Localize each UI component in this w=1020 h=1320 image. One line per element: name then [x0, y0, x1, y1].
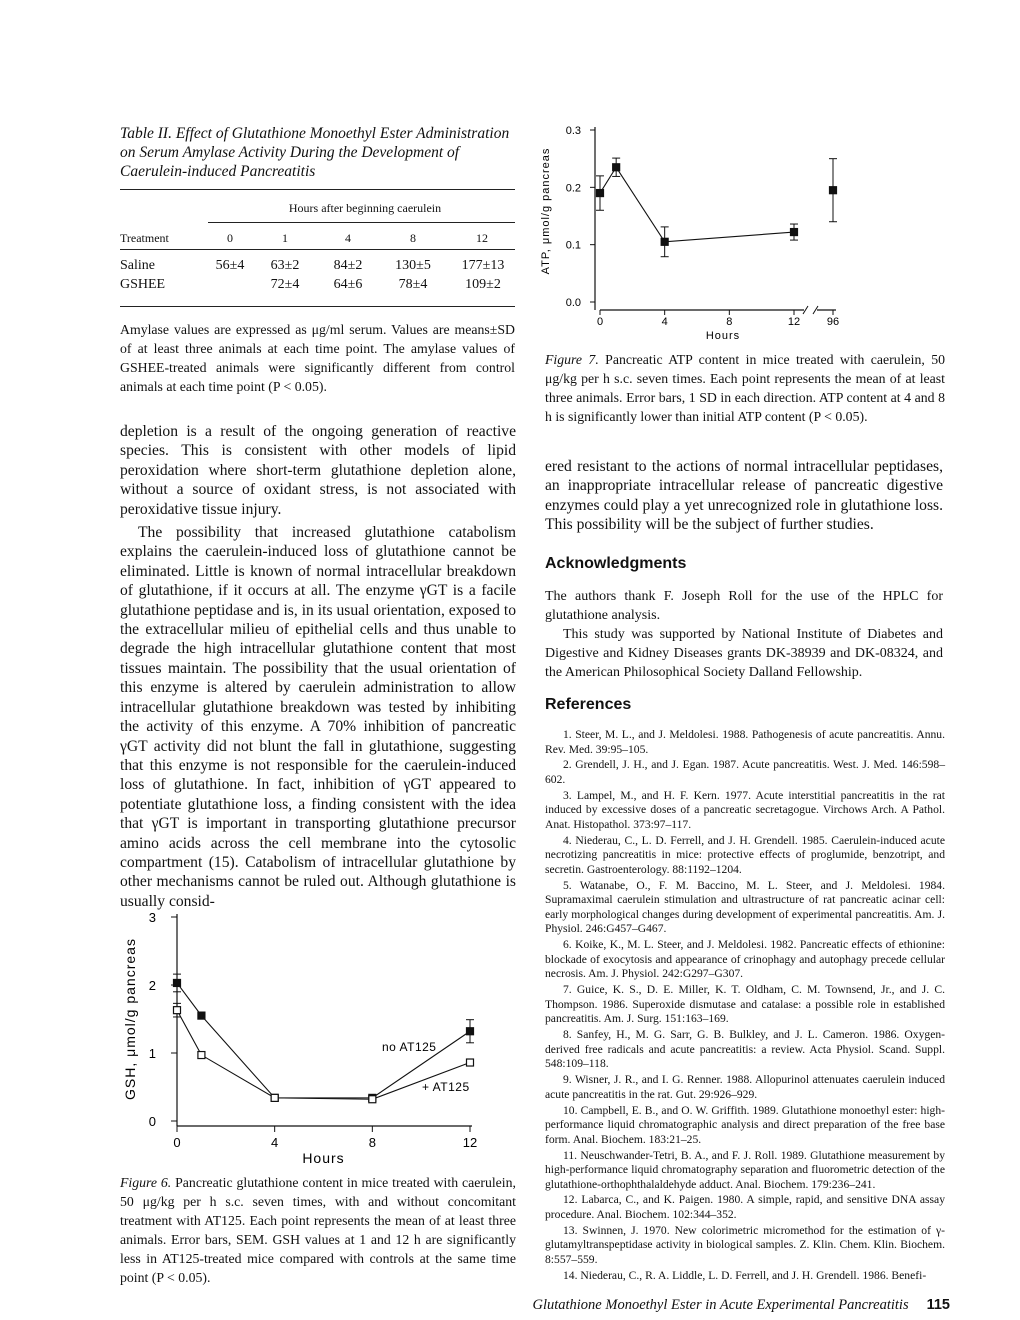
x-tick-label: 4 — [271, 1135, 279, 1150]
reference-item: 6. Koike, K., M. L. Steer, and J. Meldolesi. 1982. Pancreatic effects of ethionine: blockade of exocytosis and appearance of crinophagy and autophagy precede cellular necrosis. Am. J. Physiol. 242:G297–G307. — [545, 938, 945, 981]
table-hour: 1 — [282, 231, 288, 245]
table-cell: 130±5 — [395, 258, 431, 273]
table-cell: 78±4 — [398, 277, 428, 292]
acknowledgments-text — [545, 587, 943, 682]
reference-item: 4. Niederau, C., L. D. Ferrell, and J. H. Grendell. 1985. Caerulein-induced acute necrotizing pancreatitis in mice: protective effects of proglumide, benzotript, and secretin. Gastroenterology. 88:1192–1204. — [545, 833, 945, 876]
table-col-header: Treatment — [120, 231, 169, 245]
table-ii — [120, 124, 515, 396]
caption-text: Pancreatic ATP content in mice treated with caerulein, 50 μg/kg per h s.c. seven times. Each point represents the mean of at least three animals. Error bars, 1 SD in each direction. ATP content at 4 and 8 h is significantly lower than initial ATP content (P < 0.05). — [545, 352, 945, 424]
axis-break — [803, 306, 818, 314]
data-point — [597, 190, 604, 197]
table-cell: 84±2 — [333, 258, 363, 273]
table-row-label: Saline — [120, 258, 155, 273]
series-label-no-at125: no AT125 — [382, 1040, 437, 1054]
table-hour: 12 — [476, 231, 488, 245]
table-footnote: Amylase values are expressed as μg/ml serum. Values are means±SD of at least three animals at each time point. The amylase values of GSHEE-treated animals were significantly different from control animals at each time point (P < 0.05). — [120, 322, 515, 394]
table-row-label: GSHEE — [120, 277, 166, 292]
y-tick-label: 1 — [148, 1046, 156, 1061]
data-point — [198, 1052, 205, 1059]
reference-item: 10. Campbell, E. B., and O. W. Griffith. 1989. Glutathione monoethyl ester: high-performance liquid chromatographic analysis and direct preparation of the free base form. Anal. Biochem. 183:21–25. — [545, 1103, 945, 1146]
data-point — [467, 1028, 474, 1035]
y-tick-label: 0.2 — [565, 182, 581, 195]
data-point — [467, 1059, 474, 1066]
data-point — [198, 1012, 205, 1019]
table-cell: 56±4 — [215, 258, 245, 273]
data-point — [791, 229, 798, 236]
caption-text: Pancreatic glutathione content in mice treated with caerulein, 50 μg/kg per h s.c. seven times, with and without concomitant treatment with AT125. Each point represents the mean of at least three animals. Error bars, SEM. GSH values at 1 and 12 h are significantly less in AT125-treated mice compared with controls at the same time point (P < 0.05). — [120, 1175, 516, 1285]
paragraph: This study was supported by National Institute of Diabetes and Digestive and Kidney Diseases grants DK-38939 and DK-08324, and the American Philosophical Society Dalland Fellowship. — [545, 627, 943, 680]
x-tick-label: 12 — [787, 316, 801, 328]
running-title: Glutathione Monoethyl Ester in Acute Experimental Pancreatitis — [532, 1297, 909, 1313]
y-axis-label: ATP, μmol/g pancreas — [540, 147, 552, 275]
y-axis-label: GSH, μmol/g pancreas — [122, 938, 138, 1100]
y-tick-label: 0.1 — [565, 239, 581, 252]
data-point — [174, 1007, 181, 1014]
table-group-header: Hours after beginning caerulein — [288, 201, 442, 215]
reference-item: 13. Swinnen, J. 1970. New colorimetric micromethod for the estimation of γ-glutamyltranspeptidase activity in biological samples. Z. Klin. Chem. Klin. Biochem. 8:557–559. — [545, 1223, 945, 1267]
page-footer — [0, 1297, 950, 1314]
series-label-at125: + AT125 — [422, 1080, 470, 1094]
reference-item: 1. Steer, M. L., and J. Meldolesi. 1988. Pathogenesis of acute pancreatitis. Annu. Rev. Med. 39:95–105. — [545, 728, 945, 756]
reference-item: 11. Neuschwander-Tetri, B. A., and F. J. Roll. 1989. Glutathione measurement by high-performance liquid chromatography separation and fluorometric detection of the glutathione-orthophthalaldehyde adduct. Anal. Biochem. 179:236–241. — [545, 1148, 945, 1191]
x-tick-label: 0 — [596, 316, 604, 328]
caption-label: Figure 7. — [545, 352, 599, 367]
reference-item: 8. Sanfey, H., M. G. Sarr, G. B. Bulkley, and J. L. Cameron. 1986. Oxygen-derived free radicals and acute pancreatitis: a review. Acta Physiol. Scand. Suppl. 548:109–118. — [545, 1028, 945, 1071]
data-point — [369, 1096, 376, 1103]
caption-label: Figure 6. — [120, 1175, 172, 1190]
data-point — [830, 187, 837, 194]
table-hour: 4 — [345, 231, 351, 245]
x-axis-label: Hours — [302, 1150, 345, 1166]
paragraph: ered resistant to the actions of normal intracellular peptidases, an inappropriate intracellular release of pancreatic digestive enzymes could play a yet unrecognized role in glutathione loss. This possibility will be the subject of further studies. — [545, 458, 943, 534]
paragraph: The possibility that increased glutathione catabolism explains the caerulein-induced loss of glutathione cannot be eliminated. Little is known of normal intracellular breakdown of glutathione, if it occurs at all. The enzyme γGT is a facile glutathione peptidase and is, in its usual orientation, exposed to the extracellular milieu of epithelial cells and thus unable to degrade the high intracellular glutathione content that most tissues maintain. The possibility that the usual orientation of this enzyme is altered by caerulein administration to allow intracellular glutathione breakdown was tested by inhibiting the activity of this enzyme. A 70% inhibition of pancreatic γGT activity did not blunt the fall in glutathione, suggesting that this enzyme is not responsible for the caerulein-induced loss of glutathione. In fact, inhibition of γGT appeared to potentiate glutathione loss, a finding consistent with the idea that γGT is important in transporting glutathione precursor amino acids across the cell membrane into the cytosolic compartment (15). Catabolism of intracellular glutathione by other mechanisms cannot be ruled out. Although glutathione is usually consid- — [120, 524, 516, 910]
reference-item: 14. Niederau, C., R. A. Liddle, L. D. Ferrell, and J. H. Grendell. 1986. Benefi- — [563, 1268, 927, 1282]
y-tick-label: 0 — [148, 1114, 156, 1129]
reference-item: 3. Lampel, M., and H. F. Kern. 1977. Acute interstitial pancreatitis in the rat induced by excessive doses of a pancreatic secretagogue. Virchows Arch. A Pathol. Anat. Histopathol. 373:97–117. — [545, 788, 945, 831]
data-point — [174, 979, 181, 986]
data-point — [661, 238, 668, 245]
body-text-left — [120, 422, 516, 911]
y-tick-label: 3 — [148, 910, 156, 925]
references-heading: References — [545, 696, 632, 713]
reference-item: 5. Watanabe, O., F. M. Baccino, M. L. Steer, and J. Meldolesi. 1984. Supramaximal caerulein stimulation and ultrastructure of rat pancreatic acinar cell: early morphological changes during development of experimental pancreatitis. Am. J. Physiol. 246:G457–G467. — [545, 878, 945, 936]
page-number: 115 — [926, 1297, 950, 1313]
reference-item: 9. Wisner, J. R., and I. G. Renner. 1988. Allopurinol attenuates caerulein induced acute pancreatitis in the rat. Gut. 29:926–929. — [545, 1073, 945, 1101]
figure6-plot — [122, 910, 477, 1166]
series-line — [600, 167, 794, 242]
y-tick-label: 0.3 — [565, 125, 581, 137]
table-hour: 8 — [410, 231, 416, 245]
x-tick-label: 96 — [826, 316, 840, 328]
reference-item: 2. Grendell, J. H., and J. Egan. 1987. Acute pancreatitis. West. J. Med. 146:598–602. — [545, 758, 945, 786]
x-tick-label: 0 — [173, 1135, 181, 1150]
paragraph: The authors thank F. Joseph Roll for the use of the HPLC for glutathione analysis. — [545, 589, 943, 623]
data-point — [613, 164, 620, 171]
x-tick-label: 8 — [368, 1135, 376, 1150]
table-title: Table II. Effect of Glutathione Monoethyl Ester Administration on Serum Amylase Activity During the Development of Caerulein-induced Pancreatitis — [120, 125, 510, 180]
table-cell: 63±2 — [270, 258, 300, 273]
body-text-right — [545, 457, 943, 535]
reference-item: 12. Labarca, C., and K. Paigen. 1980. A simple, rapid, and sensitive DNA assay procedure. Anal. Biochem. 102:344–352. — [545, 1193, 945, 1222]
x-axis-label: Hours — [705, 330, 741, 342]
x-tick-label: 4 — [661, 316, 668, 328]
table-cell: 64±6 — [333, 277, 363, 292]
reference-item: 7. Guice, K. S., D. E. Miller, K. T. Oldham, C. M. Townsend, Jr., and J. C. Thompson. 1986. Superoxide dismutase and catalase: a possible role in established pancreatitis. Am. J. Surg. 151:163–169. — [545, 983, 945, 1026]
acknowledgments-heading: Acknowledgments — [545, 555, 687, 572]
data-point — [271, 1094, 278, 1101]
figure7-chart — [536, 115, 876, 345]
paragraph: depletion is a result of the ongoing generation of reactive species. This is consistent with other models of lipid peroxidation where short-term glutathione depletion alone, without a source of oxidant stress, is not associated with peroxidative tissue injury. — [120, 423, 516, 518]
table-hour: 0 — [227, 231, 233, 245]
x-tick-label: 12 — [462, 1135, 478, 1150]
figure7-caption — [545, 350, 945, 426]
amylase-table — [120, 190, 515, 310]
y-tick-label: 0.0 — [565, 297, 581, 309]
table-cell: 177±13 — [461, 258, 505, 273]
figure6-chart — [120, 905, 520, 1170]
table-cell: 72±4 — [270, 277, 300, 292]
figure6-caption — [120, 1173, 516, 1287]
references-list — [545, 728, 945, 1285]
y-tick-label: 2 — [148, 978, 156, 993]
x-tick-label: 8 — [726, 316, 733, 328]
figure7-plot — [540, 125, 839, 342]
table-cell: 109±2 — [465, 277, 501, 292]
